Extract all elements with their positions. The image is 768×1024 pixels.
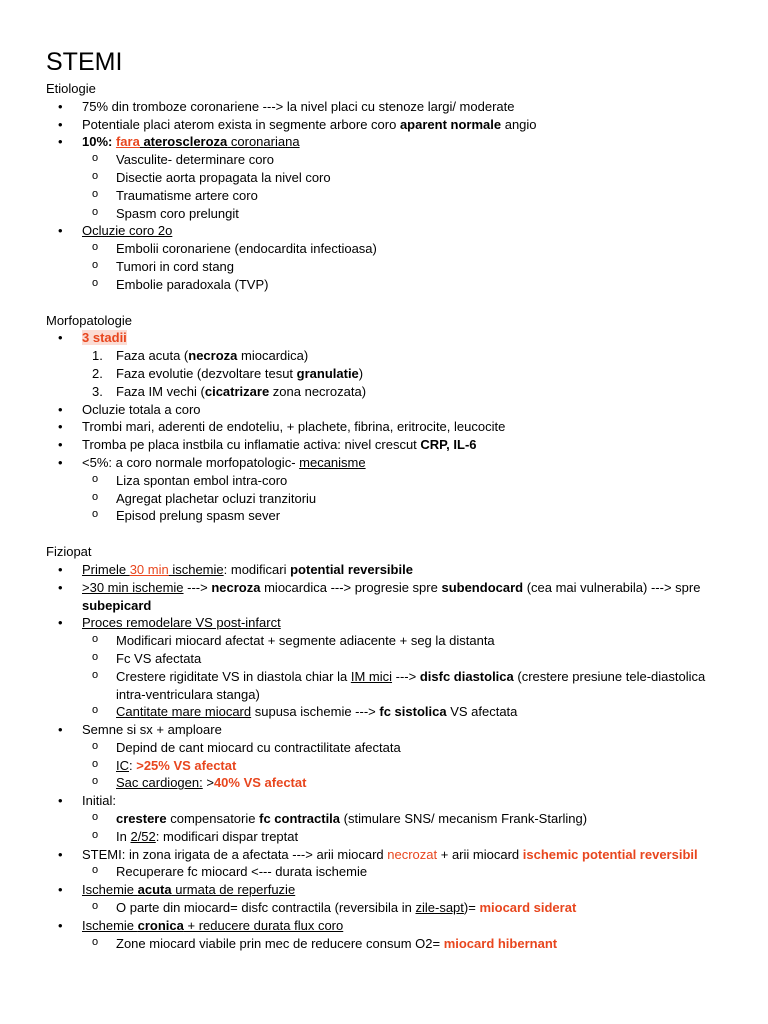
- list-item: o Embolii coronariene (endocardita infectioasa): [116, 240, 728, 258]
- sublist: [82, 151, 728, 222]
- list-item: • 10%: fara ateroscleroza coronariana o Vasculite- determinare coro o Disectie aorta propagata la nivel coro o Traumatisme artere coro o Spasm coro prelungit: [82, 133, 728, 222]
- list-item: o Fc VS afectata: [116, 650, 718, 668]
- list-item: • Semne si sx + amploare o Depind de cant miocard cu contractilitate afectata o IC: >25% VS afectat o Sac cardiogen: >40% VS afectat: [82, 721, 718, 792]
- sublist: [82, 863, 718, 881]
- section-heading-fiziopat: Fiziopat: [46, 544, 92, 560]
- list-item: 2. Faza evolutie (dezvoltare tesut granulatie): [92, 365, 364, 381]
- page-title: STEMI: [46, 48, 123, 76]
- sublist: [82, 472, 728, 525]
- list-item: o Depind de cant miocard cu contractilitate afectata: [116, 739, 718, 757]
- sublist: [82, 810, 718, 846]
- list-item: o Sac cardiogen: >40% VS afectat: [116, 774, 718, 792]
- list-item: • Potentiale placi aterom exista in segmente arbore coro aparent normale angio: [82, 116, 728, 134]
- list-item: o Embolie paradoxala (TVP): [116, 276, 728, 294]
- list-item: o In 2/52: modificari dispar treptat: [116, 828, 718, 846]
- list-item: • 75% din tromboze coronariene ---> la nivel placi cu stenoze largi/ moderate: [82, 98, 728, 116]
- list-item: • STEMI: in zona irigata de a afectata ---> arii miocard necrozat + arii miocard ischemic potential reversibil o Recuperare fc miocard <--- durata ischemie: [82, 846, 718, 882]
- section-heading-etiologie: Etiologie: [46, 81, 96, 96]
- list-item: • Ischemie acuta urmata de reperfuzie o O parte din miocard= disfc contractila (reversibila in zile-sapt)= miocard siderat: [82, 881, 718, 917]
- list-item: o Agregat plachetar ocluzi tranzitoriu: [116, 490, 728, 508]
- list-item: • Proces remodelare VS post-infarct o Modificari miocard afectat + segmente adiacente + seg la distanta o Fc VS afectata o Crestere rigiditate VS in diastola chiar la IM mici ---> disfc diastolica (crestere presiune tele-diastolica intra-ventriculara stanga) o Cantitate mare miocard supusa ischemie ---> fc sistolica VS afectata: [82, 614, 718, 721]
- list-item: o IC: >25% VS afectat: [116, 757, 718, 775]
- list-item: o Episod prelung spasm sever: [116, 507, 728, 525]
- etiologie-list: [46, 98, 728, 294]
- sublist: [82, 899, 718, 917]
- list-item: 3. Faza IM vechi (cicatrizare zona necrozata): [92, 383, 367, 399]
- list-item: o Cantitate mare miocard supusa ischemie ---> fc sistolica VS afectata: [116, 703, 718, 721]
- list-item: o Traumatisme artere coro: [116, 187, 728, 205]
- list-item: o Modificari miocard afectat + segmente adiacente + seg la distanta: [116, 632, 718, 650]
- fizio-list: [46, 561, 728, 953]
- list-item: • Ocluzie coro 2o o Embolii coronariene (endocardita infectioasa) o Tumori in cord stang o Embolie paradoxala (TVP): [82, 222, 728, 293]
- list-item: • Trombi mari, aderenti de endoteliu, + plachete, fibrina, eritrocite, leucocite: [82, 418, 728, 436]
- sublist: [82, 739, 718, 792]
- sublist: [82, 935, 718, 953]
- numbered-list: [82, 347, 728, 400]
- list-item: • 3 stadii 1. Faza acuta (necroza miocardica) 2. Faza evolutie (dezvoltare tesut granulatie) 3. Faza IM vechi (cicatrizare zona necrozata): [82, 329, 728, 400]
- list-item: • Tromba pe placa instbila cu inflamatie activa: nivel crescut CRP, IL-6: [82, 436, 728, 454]
- sublist: [82, 240, 728, 293]
- list-item: o crestere compensatorie fc contractila (stimulare SNS/ mecanism Frank-Starling): [116, 810, 718, 828]
- sublist: [82, 632, 718, 721]
- list-item: o Vasculite- determinare coro: [116, 151, 728, 169]
- list-item: o Spasm coro prelungit: [116, 205, 728, 223]
- list-item: o Liza spontan embol intra-coro: [116, 472, 728, 490]
- list-item: • Initial: o crestere compensatorie fc contractila (stimulare SNS/ mecanism Frank-Starling) o In 2/52: modificari dispar treptat: [82, 792, 718, 845]
- section-heading-morfopatologie: Morfopatologie: [46, 312, 132, 328]
- list-item: o Tumori in cord stang: [116, 258, 728, 276]
- list-item: o O parte din miocard= disfc contractila (reversibila in zile-sapt)= miocard siderat: [116, 899, 718, 917]
- list-item: • Primele 30 min ischemie: modificari potential reversibile: [82, 561, 718, 579]
- list-item: o Zone miocard viabile prin mec de reducere consum O2= miocard hibernant: [116, 935, 718, 953]
- morfo-list: [46, 329, 728, 525]
- list-item: • Ischemie cronica + reducere durata flux coro o Zone miocard viabile prin mec de reducere consum O2= miocard hibernant: [82, 917, 718, 953]
- list-item: o Disectie aorta propagata la nivel coro: [116, 169, 728, 187]
- list-item: • >30 min ischemie ---> necroza miocardica ---> progresie spre subendocard (cea mai vulnerabila) ---> spre subepicard: [82, 579, 718, 615]
- list-item: • <5%: a coro normale morfopatologic- mecanisme o Liza spontan embol intra-coro o Agregat plachetar ocluzi tranzitoriu o Episod prelung spasm sever: [82, 454, 728, 525]
- list-item: • Ocluzie totala a coro: [82, 401, 728, 419]
- list-item: o Recuperare fc miocard <--- durata ischemie: [116, 863, 718, 881]
- list-item: 1. Faza acuta (necroza miocardica): [92, 348, 309, 364]
- list-item: o Crestere rigiditate VS in diastola chiar la IM mici ---> disfc diastolica (crestere presiune tele-diastolica intra-ventriculara stanga): [116, 668, 718, 704]
